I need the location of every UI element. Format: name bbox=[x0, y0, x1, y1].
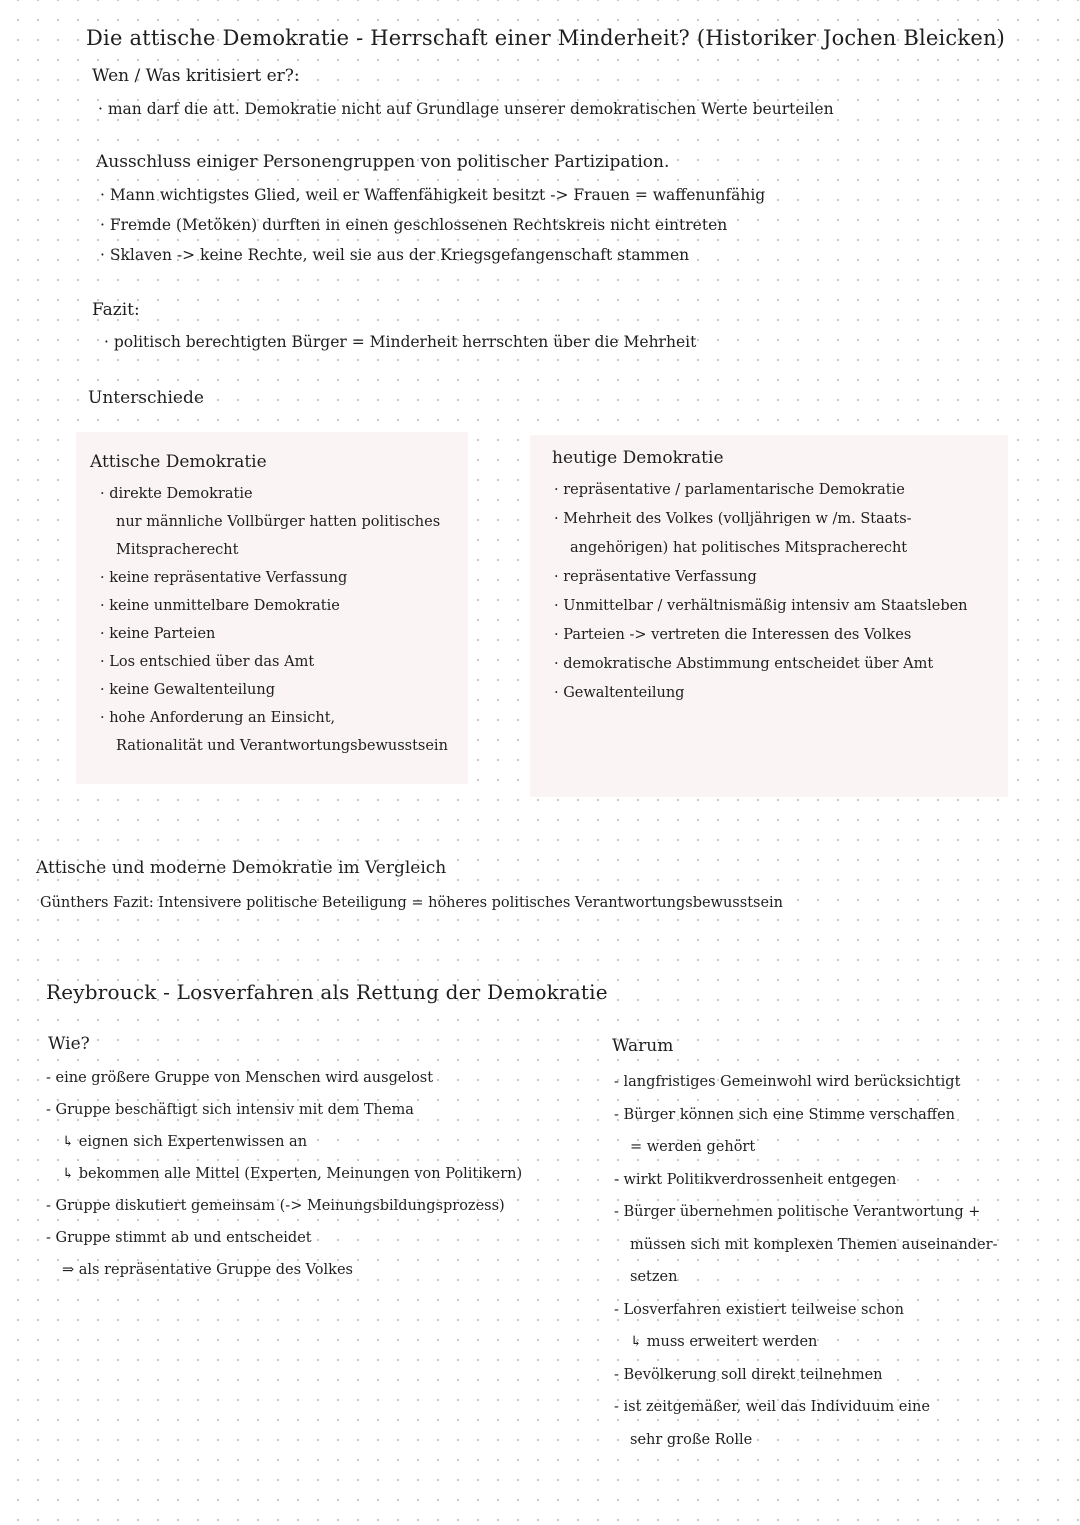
why-label: Warum bbox=[612, 1036, 674, 1056]
why-list bbox=[614, 1066, 997, 1456]
list-item: · keine unmittelbare Demokratie bbox=[100, 592, 448, 620]
list-item: - Gruppe stimmt ab und entscheidet bbox=[46, 1222, 522, 1254]
list-item: · hohe Anforderung an Einsicht, bbox=[100, 704, 448, 732]
list-item: ↳ eignen sich Expertenwissen an bbox=[46, 1126, 522, 1158]
list-item: · demokratische Abstimmung entscheidet über Amt bbox=[554, 650, 968, 679]
list-item: - wirkt Politikverdrossenheit entgegen bbox=[614, 1164, 997, 1197]
how-label: Wie? bbox=[48, 1034, 90, 1054]
list-item: · repräsentative Verfassung bbox=[554, 563, 968, 592]
list-item: - Bürger können sich eine Stimme verschaffen bbox=[614, 1099, 997, 1132]
differences-heading: Unterschiede bbox=[88, 388, 204, 408]
attic-title: Attische Demokratie bbox=[90, 452, 267, 472]
list-item: ⇒ als repräsentative Gruppe des Volkes bbox=[46, 1254, 522, 1286]
comparison-fazit: Günthers Fazit: Intensivere politische Beteiligung = höheres politisches Verantwortungsbewusstsein bbox=[40, 895, 784, 911]
list-item: · Sklaven -> keine Rechte, weil sie aus der Kriegsgefangenschaft stammen bbox=[100, 240, 765, 270]
critique-question: Wen / Was kritisiert er?: bbox=[92, 66, 300, 86]
list-item: müssen sich mit komplexen Themen auseinander- bbox=[630, 1236, 998, 1253]
list-item: · keine Parteien bbox=[100, 620, 448, 648]
list-item: · direkte Demokratie bbox=[100, 480, 448, 508]
list-item: - Bürger übernehmen politische Verantwortung + bbox=[614, 1196, 997, 1229]
modern-title: heutige Demokratie bbox=[552, 448, 724, 468]
list-item: · Parteien -> vertreten die Interessen des Volkes bbox=[554, 621, 968, 650]
how-list bbox=[46, 1062, 522, 1286]
list-item: nur männliche Vollbürger hatten politisches bbox=[116, 514, 441, 530]
list-item: ↳ bekommen alle Mittel (Experten, Meinungen von Politikern) bbox=[46, 1158, 522, 1190]
list-item: - Bevölkerung soll direkt teilnehmen bbox=[614, 1359, 997, 1392]
list-item: · Mann wichtigstes Glied, weil er Waffenfähigkeit besitzt -> Frauen = waffenunfähig bbox=[100, 180, 765, 210]
list-item: · keine Gewaltenteilung bbox=[100, 676, 448, 704]
list-item: · Mehrheit des Volkes (volljährigen w /m. Staats- bbox=[554, 505, 968, 534]
list-item: - Losverfahren existiert teilweise schon bbox=[614, 1294, 997, 1327]
list-item: sehr große Rolle bbox=[630, 1431, 753, 1448]
attic-list bbox=[100, 480, 448, 760]
reybrouck-title: Reybrouck - Losverfahren als Rettung der Demokratie bbox=[46, 980, 608, 1004]
comparison-heading: Attische und moderne Demokratie im Vergleich bbox=[36, 858, 447, 878]
list-item: · repräsentative / parlamentarische Demokratie bbox=[554, 476, 968, 505]
list-item: - langfristiges Gemeinwohl wird berücksichtigt bbox=[614, 1066, 997, 1099]
list-item: = werden gehört bbox=[630, 1139, 756, 1155]
list-item: setzen bbox=[630, 1269, 678, 1285]
fazit-item: · politisch berechtigten Bürger = Minderheit herrschten über die Mehrheit bbox=[104, 327, 696, 357]
list-item: - ist zeitgemäßer, weil das Individuum eine bbox=[614, 1391, 997, 1424]
critique-point: · man darf die att. Demokratie nicht auf Grundlage unserer demokratischen Werte beurteilen bbox=[98, 94, 834, 124]
list-item: angehörigen) hat politisches Mitspracherecht bbox=[570, 540, 908, 556]
list-item: Rationalität und Verantwortungsbewusstsein bbox=[116, 738, 448, 754]
modern-list bbox=[554, 476, 968, 708]
fazit-label: Fazit: bbox=[92, 300, 140, 320]
exclusion-list bbox=[100, 180, 765, 270]
exclusion-heading: Ausschluss einiger Personengruppen von politischer Partizipation. bbox=[96, 152, 670, 172]
list-item: - Gruppe diskutiert gemeinsam (-> Meinungsbildungsprozess) bbox=[46, 1190, 522, 1222]
list-item: · keine repräsentative Verfassung bbox=[100, 564, 448, 592]
list-item: · Los entschied über das Amt bbox=[100, 648, 448, 676]
list-item: - Gruppe beschäftigt sich intensiv mit dem Thema bbox=[46, 1094, 522, 1126]
list-item: · Unmittelbar / verhältnismäßig intensiv am Staatsleben bbox=[554, 592, 968, 621]
list-item: · Gewaltenteilung bbox=[554, 679, 968, 708]
page-title: Die attische Demokratie - Herrschaft einer Minderheit? (Historiker Jochen Bleicken) bbox=[86, 26, 1006, 50]
list-item: ↳ muss erweitert werden bbox=[614, 1326, 997, 1359]
list-item: Mitspracherecht bbox=[116, 542, 239, 558]
list-item: · Fremde (Metöken) durften in einen geschlossenen Rechtskreis nicht eintreten bbox=[100, 210, 765, 240]
list-item: - eine größere Gruppe von Menschen wird ausgelost bbox=[46, 1062, 522, 1094]
